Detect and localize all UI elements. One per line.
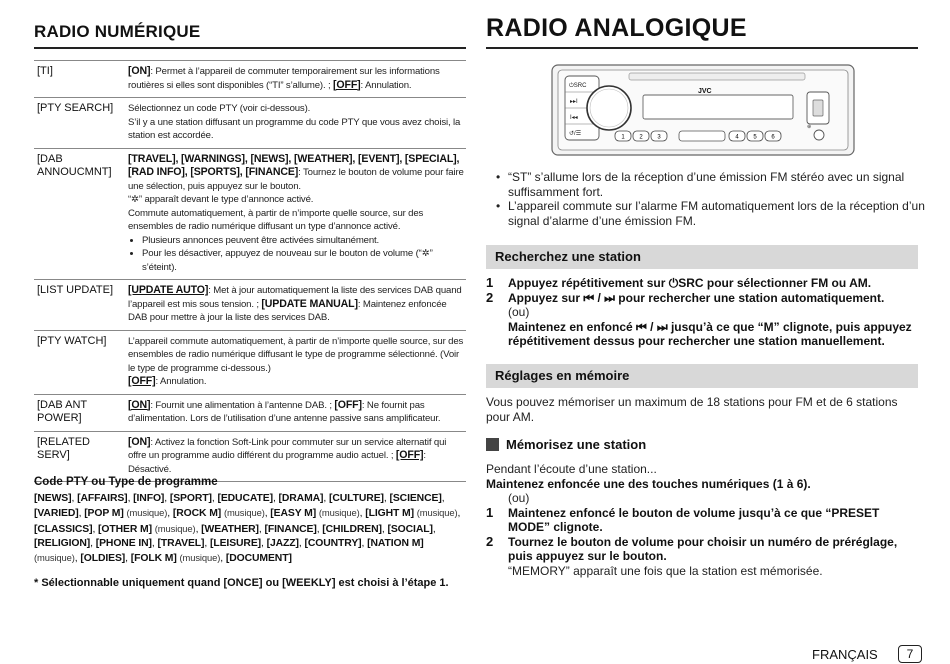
- search-steps: [486, 276, 918, 349]
- pty-code: [34, 524, 92, 535]
- description-text: : Permet à l’appareil de commuter temporairement sur les informations routières si elles sont disponibles (“TI” s’allume). ;: [128, 66, 440, 91]
- pty-code: [329, 493, 384, 504]
- preset-label: 6: [771, 134, 775, 141]
- pty-code-note: (musique): [154, 522, 196, 534]
- pty-code-note: (musique): [318, 507, 360, 519]
- svg-text:I◂◂: I◂◂: [570, 115, 578, 121]
- table-row: [34, 280, 466, 331]
- description-text: “✲” apparaît devant le type d’annonce activé.: [128, 194, 314, 205]
- option-value: [ON]: [128, 398, 151, 411]
- pty-code-label: [NEWS]: [34, 493, 72, 504]
- pty-code-label: [DRAMA]: [278, 493, 324, 504]
- title-divider: [486, 47, 918, 49]
- memory-or: (ou): [508, 491, 530, 505]
- pty-code-label: [ROCK M]: [172, 508, 222, 520]
- setting-key: [TI]: [34, 61, 125, 98]
- pty-code: [267, 538, 299, 549]
- setting-key: [PTY SEARCH]: [34, 98, 125, 149]
- pty-code-list: [NEWS], [AFFAIRS], [INFO], [SPORT], [EDUCATE], [DRAMA], [CULTURE], [SCIENCE], [VARIED], [POP M] (musique), [ROCK M] (musique), [EASY M] (musique), [LIGHT M] (musique), [CLASSICS], [OTHER M] (musique), [WEATHER], [FINANCE], [CHILDREN], [SOCIAL], [RELIGION], [PHONE IN], [TRAVEL], [LEISURE], [JAZZ], [COUNTRY], [NATION M] (musique), [OLDIES], [FOLK M] (musique), [DOCUMENT]: [34, 493, 461, 565]
- memory-intro: Vous pouvez mémoriser un maximum de 18 stations pour FM et de 6 stations pour AM.: [486, 395, 898, 424]
- pty-code-label: [CULTURE]: [329, 493, 384, 504]
- pty-code-note: (musique): [126, 507, 168, 519]
- pty-code-label: [NATION M]: [367, 537, 424, 549]
- option-value: [UPDATE AUTO]: [128, 284, 209, 296]
- svg-text:↺/☰: ↺/☰: [569, 131, 582, 137]
- pty-code-label: [SOCIAL]: [387, 523, 433, 535]
- pty-code-label: [FOLK M]: [130, 553, 177, 565]
- option-value: [OFF]: [395, 449, 424, 461]
- pty-code-note: (musique): [179, 552, 221, 564]
- pty-code: [201, 524, 259, 535]
- option-value: [TRAVEL], [WARNINGS], [NEWS], [WEATHER], [EVENT], [SPECIAL], [RAD INFO], [SPORTS], [FINANCE]: [128, 152, 460, 178]
- pty-code-label: [LIGHT M]: [365, 508, 414, 520]
- pty-code-label: [INFO]: [133, 493, 165, 504]
- footer-language: FRANÇAIS: [812, 647, 878, 662]
- memory-step-1: 1 Maintenez enfoncé le bouton de volume jusqu’à ce que “PRESET MODE” clignote.: [486, 504, 880, 534]
- svg-text:⊕: ⊕: [807, 124, 812, 130]
- pty-code-label: [SCIENCE]: [389, 493, 442, 504]
- memory-line-2: Maintenez enfoncée une des touches numériques (1 à 6).: [486, 476, 811, 491]
- pty-code: [387, 524, 432, 535]
- pty-code: [270, 508, 359, 519]
- list-item: • Plusieurs annonces peuvent être activées simultanément.: [142, 234, 464, 248]
- pty-code-label: [VARIED]: [34, 508, 79, 520]
- table-row: [34, 431, 466, 482]
- pty-code: [217, 493, 272, 504]
- footnote: * Sélectionnable uniquement quand [ONCE] ou [WEEKLY] est choisi à l’étape 1.: [34, 577, 449, 589]
- description-text: : Ne fournit pas d’alimentation. Lors de l’utilisation d’une antenne passive sans amplificateur.: [128, 399, 441, 424]
- pty-code-label: [POP M]: [84, 508, 124, 520]
- list-item: • Pour les désactiver, appuyez de nouveau sur le bouton de volume (“✲” s’éteint).: [142, 247, 464, 274]
- pty-code-label: [AFFAIRS]: [77, 493, 128, 504]
- pty-code-label: [RELIGION]: [34, 537, 91, 549]
- option-value: [OFF]: [333, 78, 361, 91]
- pty-code-label: [JAZZ]: [266, 537, 299, 549]
- pty-code-label: [TRAVEL]: [157, 537, 205, 549]
- pty-code: [305, 538, 362, 549]
- pty-code-label: [CLASSICS]: [34, 523, 93, 535]
- pty-code: [96, 538, 152, 549]
- pty-code-label: [SPORT]: [169, 493, 212, 504]
- pty-code: [173, 508, 265, 519]
- pty-code: [34, 493, 72, 504]
- setting-key: [LIST UPDATE]: [34, 280, 125, 331]
- bullet-list: [128, 234, 464, 275]
- page-number: 7: [898, 645, 922, 663]
- option-value: [OFF]: [334, 398, 362, 411]
- table-row: [34, 148, 466, 280]
- description-text: : Maintenez enfoncée DAB pour mettre à jour la liste des services DAB.: [128, 298, 447, 323]
- pty-code: [265, 524, 317, 535]
- option-value: [ON]: [128, 435, 151, 448]
- section-title-radio-numerique: RADIO NUMÉRIQUE: [34, 22, 201, 41]
- pty-code-label: [LEISURE]: [209, 537, 262, 549]
- search-step-or: (ou): [508, 305, 530, 319]
- pty-code: [210, 538, 261, 549]
- car-stereo-illustration: [551, 64, 855, 156]
- description-text: : Désactivé.: [128, 450, 426, 475]
- setting-description: [125, 148, 466, 280]
- device-brand: JVC: [698, 88, 712, 95]
- setting-description: [125, 98, 466, 149]
- pty-code-label: [CHILDREN]: [322, 523, 382, 535]
- pty-code: [157, 538, 204, 549]
- description-text: : Annulation.: [155, 376, 207, 387]
- setting-key: [PTY WATCH]: [34, 330, 125, 394]
- pty-code: [226, 553, 292, 564]
- svg-text:▸▸I: ▸▸I: [570, 99, 578, 105]
- list-item: • “ST” s’allume lors de la réception d’une émission FM stéréo avec un signal suffisamment fort.: [498, 170, 928, 199]
- fm-notes-list: [488, 170, 928, 228]
- option-value: [OFF]: [128, 375, 156, 387]
- table-row: [34, 330, 466, 394]
- description-text: L’appareil commute automatiquement, à partir de n’importe quelle source, sur des ensembles de radio numérique diffusant le type de programme sélectionné. (Voir le type de programme ci-dessous.): [128, 335, 464, 374]
- pty-code: [170, 493, 212, 504]
- pty-code-label: [WEATHER]: [201, 523, 259, 535]
- pty-code: [34, 538, 90, 549]
- preset-label: 2: [639, 134, 643, 141]
- search-step-2: 2 Appuyez sur ⏮ / ⏭ pour rechercher une station automatiquement.: [486, 289, 885, 305]
- table-row: [34, 98, 466, 149]
- memory-settings-heading: Réglages en mémoire: [486, 364, 918, 388]
- pty-code-note: (musique): [34, 552, 75, 564]
- pty-code: [133, 493, 164, 504]
- description-text: : Met à jour automatiquement la liste des services DAB quand l’appareil est mis sous tension. ;: [128, 285, 462, 310]
- search-station-heading: Recherchez une station: [486, 245, 918, 269]
- memory-step-2-note: “MEMORY” apparaît une fois que la station est mémorisée.: [508, 563, 823, 578]
- pty-code-label: [EASY M]: [270, 508, 317, 520]
- pty-code: [84, 508, 167, 519]
- table-row: [34, 61, 466, 98]
- table-row: [34, 394, 466, 431]
- pty-code-label: [PHONE IN]: [95, 537, 152, 549]
- pty-code: [322, 524, 382, 535]
- pty-code-heading: Code PTY ou Type de programme: [34, 476, 218, 488]
- option-value: [ON]: [128, 65, 151, 77]
- setting-description: [125, 330, 466, 394]
- pty-code: [279, 493, 324, 504]
- setting-description: [125, 280, 466, 331]
- description-text: : Fournit une alimentation à l’antenne DAB. ;: [150, 399, 335, 411]
- memory-line-1: Pendant l’écoute d’une station...: [486, 462, 657, 476]
- search-step-1: 1 Appuyez répétitivement sur ⏻SRC pour sélectionner FM ou AM.: [486, 275, 872, 290]
- memory-step-2: 2 Tournez le bouton de volume pour choisir un numéro de préréglage, puis appuyez sur le bouton.: [486, 533, 898, 563]
- pty-code-note: (musique): [223, 507, 265, 519]
- pty-code: [98, 524, 196, 535]
- preset-label: 4: [735, 134, 739, 141]
- memorise-station-heading: Mémorisez une station: [486, 437, 646, 452]
- pty-code-label: [DOCUMENT]: [225, 553, 292, 565]
- preset-label: 3: [657, 134, 661, 141]
- pty-code: [77, 493, 127, 504]
- setting-description: [125, 61, 466, 98]
- memory-steps: [486, 462, 918, 578]
- pty-code-label: [OLDIES]: [80, 553, 126, 565]
- pty-code-label: [OTHER M]: [98, 523, 152, 535]
- setting-description: [125, 431, 466, 482]
- option-value: [UPDATE MANUAL]: [261, 297, 358, 310]
- square-bullet-icon: [486, 438, 499, 451]
- setting-description: [125, 394, 466, 431]
- description-text: Sélectionnez un code PTY (voir ci-dessous).: [128, 103, 311, 114]
- pty-code-label: [COUNTRY]: [304, 537, 362, 549]
- title-divider: [34, 47, 466, 49]
- setting-key: [RELATED SERV]: [34, 431, 125, 482]
- pty-code-label: [EDUCATE]: [217, 493, 273, 504]
- description-text: : Tournez le bouton de volume pour faire une sélection, puis appuyez sur le bouton.: [128, 167, 464, 192]
- preset-label: 5: [753, 134, 757, 141]
- setting-key: [DAB ANNOUCMNT]: [34, 148, 125, 280]
- dab-settings-table: [34, 60, 466, 482]
- description-text: : Activez la fonction Soft-Link pour commuter sur un service alternatif qui offre un programme audio différent du programme audio actuel. ;: [128, 436, 447, 461]
- description-text: Commute automatiquement, à partir de n’importe quelle source, sur des ensembles de radio numérique diffusant un type d’annonce activé.: [128, 207, 424, 232]
- description-text: : Annulation.: [360, 79, 412, 91]
- setting-key: [DAB ANT POWER]: [34, 394, 125, 431]
- pty-code-note: (musique): [416, 507, 458, 519]
- device-src-label: ⏻SRC: [569, 83, 587, 89]
- pty-code-label: [FINANCE]: [264, 523, 317, 535]
- description-text: S’il y a une station diffusant un programme du code PTY que vous avez choisi, la station est accordée.: [128, 116, 461, 141]
- pty-code: [389, 493, 441, 504]
- pty-code: [34, 508, 79, 519]
- section-title-radio-analogique: RADIO ANALOGIQUE: [486, 14, 747, 42]
- pty-code: [131, 553, 221, 564]
- pty-code: [80, 553, 125, 564]
- list-item: • L’appareil commute sur l’alarme FM automatiquement lors de la réception d’un signal d’alarme d’une émission FM.: [498, 199, 928, 228]
- pty-code: [365, 508, 457, 519]
- preset-label: 1: [621, 134, 625, 141]
- search-step-2-alt: Maintenez en enfoncé ⏮ / ⏭ jusqu’à ce que “M” clignote, puis appuyez répétitivement dessus pour rechercher une station manuellement.: [508, 319, 912, 348]
